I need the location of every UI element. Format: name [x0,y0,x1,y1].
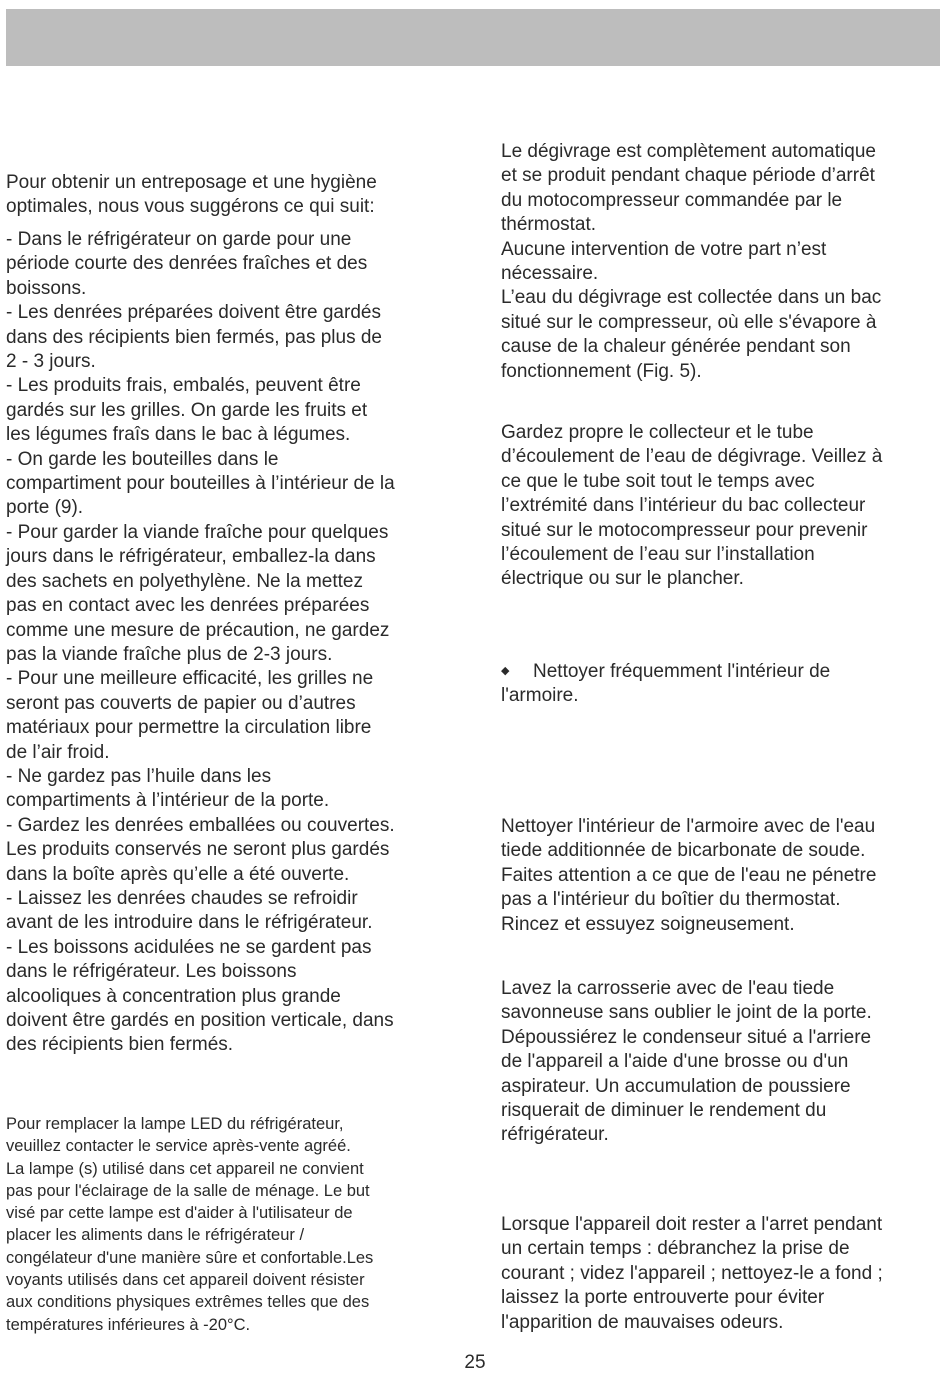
text-line: - Les denrées préparées doivent être gardés [6,302,381,324]
text-line: compartiments à l’intérieur de la porte. [6,790,330,812]
text-line: - Laissez les denrées chaudes se refroidir [6,887,358,909]
text-line: Les produits conservés ne seront plus gardés [6,839,390,861]
text-line: congélateur d'une manière sûre et confortable.Les [6,1248,374,1267]
text-line: jours dans le réfrigérateur, emballez-la dans [6,546,376,568]
text-line: et se produit pendant chaque période d’arrêt [501,165,875,187]
text-line: laissez la porte entrouverte pour éviter [501,1287,825,1309]
text-line: des récipients bien fermés. [6,1034,234,1056]
text-line: gardés sur les grilles. On garde les fruits et [6,399,368,421]
text-line: matériaux pour permettre la circulation libre [6,717,372,739]
text-line: - Ne gardez pas l’huile dans les [6,765,272,787]
text-line: pas a l'intérieur du boîtier du thermostat. [501,889,841,911]
text-line: période courte des denrées fraîches et des [6,253,368,275]
text-line: Pour obtenir un entreposage et une hygiène [6,172,377,193]
text-line: avant de les introduire dans le réfrigérateur. [6,912,373,934]
interior-cleaning-paragraph [501,815,933,937]
text-line: - Les boissons acidulées ne se gardent pas [6,936,372,958]
text-line: risquerait de diminuer le rendement du [501,1100,827,1122]
text-line: Rincez et essuyez soigneusement. [501,913,795,935]
text-line: L’eau du dégivrage est collectée dans un bac [501,287,882,309]
text-line: aux conditions physiques extrêmes telles que des [6,1293,370,1312]
text-line: doivent être gardés en position verticale, dans [6,1010,394,1031]
text-line: optimales, nous vous suggérons ce qui suit: [6,196,375,218]
text-line: dans des récipients bien fermés, pas plus de [6,326,382,348]
text-line: dans la boîte après qu’elle a été ouverte. [6,863,350,885]
cleaning-bullet [501,659,933,709]
text-line: températures inférieures à -20°C. [6,1315,251,1334]
text-line: alcooliques à concentration plus grande [6,985,341,1007]
text-line: tiede additionnée de bicarbonate de soude. [501,840,866,862]
text-line: compartiment pour bouteilles à l’intérieur de la [6,473,395,495]
text-line: les légumes fraîs dans le bac à légumes. [6,424,351,446]
text-line: courant ; videz l'appareil ; nettoyez-le a fond ; [501,1262,883,1284]
text-line: comme une mesure de précaution, ne gardez [6,619,390,641]
text-line: savonneuse sans oublier le joint de la porte. [501,1002,872,1024]
text-line: seront pas couverts de papier ou d’autres [6,692,356,714]
text-line: - Pour une meilleure efficacité, les grilles ne [6,668,374,690]
text-line [501,659,933,684]
text-line: pas pour l'éclairage de la salle de ménage. Le but [6,1181,370,1200]
drain-paragraph [501,421,933,592]
text-line: - Les produits frais, embalés, peuvent être [6,375,361,397]
idle-period-paragraph [501,1213,933,1335]
text-line: du motocompresseur commandée par le [501,189,843,211]
text-line: l’écoulement de l’eau sur l’installation [501,544,815,566]
text-line: d’écoulement de l’eau de dégivrage. Veillez à [501,446,883,468]
text-line: Le dégivrage est complètement automatique [501,141,876,162]
text-line: porte (9). [6,497,84,519]
header-bar [6,9,940,66]
text-line: visé par cette lampe est d'aider à l'utilisateur de [6,1204,353,1223]
text-line: Lorsque l'appareil doit rester a l'arret pendant [501,1214,883,1235]
text-line: dans le réfrigérateur. Les boissons [6,961,297,983]
text-line: fonctionnement (Fig. 5). [501,360,702,382]
text-line: l’extrémité dans l’intérieur du bac collecteur [501,495,866,517]
text-line: ce que le tube soit tout le temps avec [501,470,815,492]
text-line: un certain temps : débranchez la prise de [501,1238,850,1260]
text-line: cause de la chaleur générée pendant son [501,336,851,358]
exterior-cleaning-paragraph [501,977,933,1148]
text-line: pas en contact avec les denrées préparées [6,595,370,617]
text-line: Faites attention a ce que de l'eau ne pénetre [501,864,877,886]
text-line: placer les aliments dans le réfrigérateur / [6,1226,305,1245]
text-line: 2 - 3 jours. [6,351,96,373]
text-line: Gardez propre le collecteur et le tube [501,422,814,443]
text-line: veuillez contacter le service après-vente agréé. [6,1137,351,1156]
text-line: La lampe (s) utilisé dans cet appareil ne convient [6,1159,364,1178]
text-line: de l'appareil a l'aide d'une brosse ou d'un [501,1051,849,1073]
text-line: - Gardez les denrées emballées ou couvertes. [6,814,395,836]
text-line: - Dans le réfrigérateur on garde pour une [6,229,352,250]
page-number: 25 [464,1352,486,1373]
text-line: des sachets en polyethylène. Ne la mettez [6,570,363,592]
text-line: - Pour garder la viande fraîche pour quelques [6,521,389,543]
text-line: Dépoussiérez le condenseur situé a l'arriere [501,1026,872,1048]
text-line: voyants utilisés dans cet appareil doivent résister [6,1271,365,1290]
text-line: aspirateur. Un accumulation de poussiere [501,1075,851,1097]
text-line: - On garde les bouteilles dans le [6,448,279,470]
text-line: l'apparition de mauvaises odeurs. [501,1311,784,1333]
text-line: thérmostat. [501,214,597,236]
storage-tips-list [6,228,446,1058]
storage-intro-paragraph [6,171,446,220]
text-line: pas la viande fraîche plus de 2-3 jours. [6,643,333,665]
text-line: situé sur le motocompresseur pour prevenir [501,519,868,541]
text-line: l'armoire. [501,685,579,707]
defrost-paragraph [501,140,933,384]
text-line: situé sur le compresseur, où elle s'évapore à [501,311,877,333]
text-line: Pour remplacer la lampe LED du réfrigérateur, [6,1115,344,1133]
text-line: électrique ou sur le plancher. [501,568,744,590]
bullet-text: Nettoyer fréquemment l'intérieur de [533,661,831,682]
diamond-bullet-icon: ◆ [501,665,510,677]
text-line: nécessaire. [501,263,599,285]
text-line: boissons. [6,277,87,299]
text-line: réfrigérateur. [501,1124,609,1146]
lamp-paragraph [6,1113,446,1336]
text-line: Nettoyer l'intérieur de l'armoire avec de l'eau [501,816,876,837]
text-line: de l’air froid. [6,741,110,763]
text-line: Aucune intervention de votre part n’est [501,238,827,260]
text-line: Lavez la carrosserie avec de l'eau tiede [501,978,835,999]
